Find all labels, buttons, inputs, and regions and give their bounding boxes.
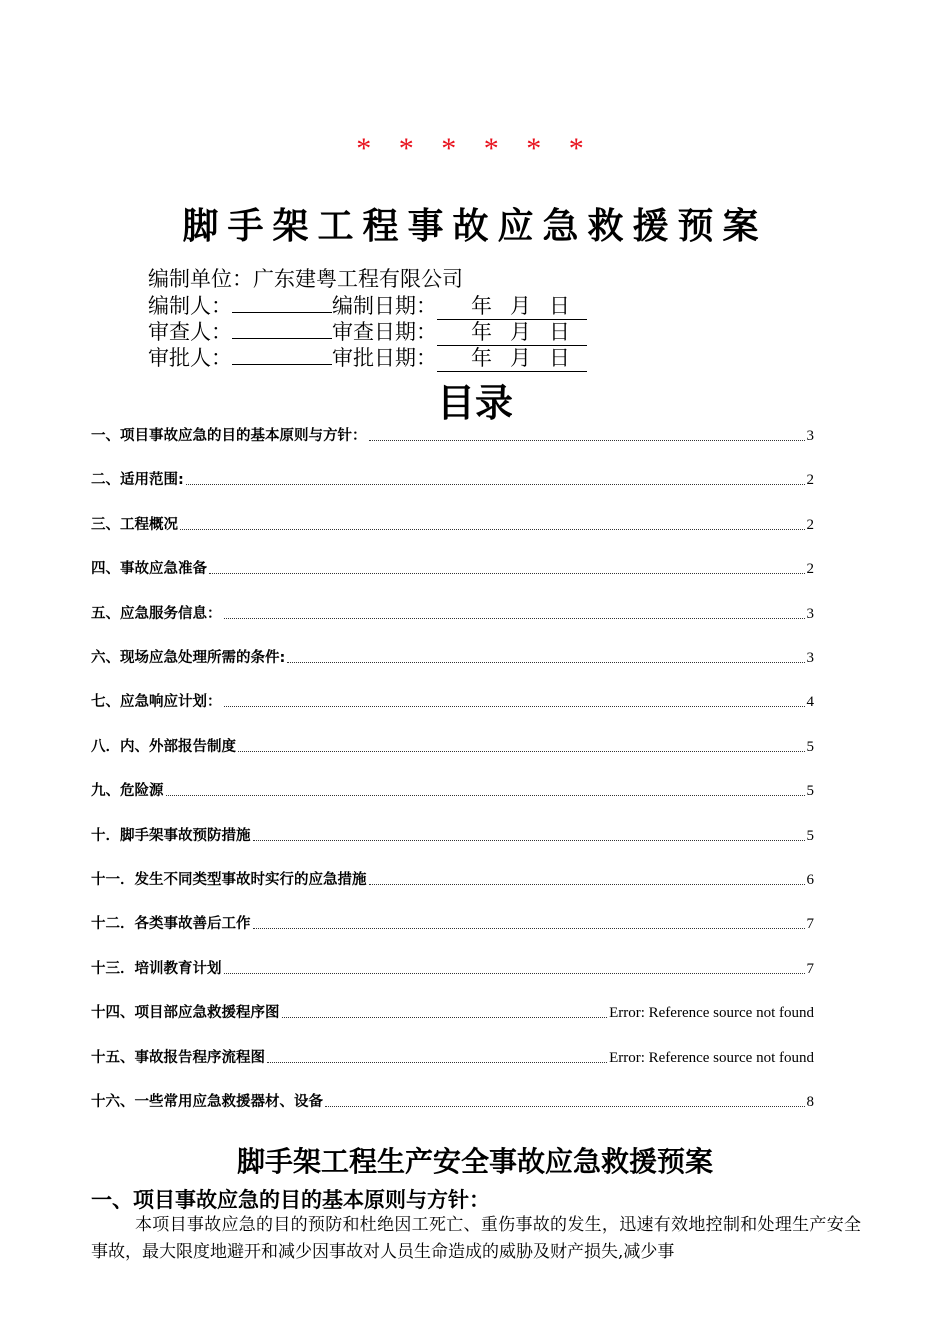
body-title: 脚手架工程生产安全事故应急救援预案 — [236, 1145, 713, 1178]
toc-leader-dots — [166, 794, 805, 796]
toc-entry[interactable] — [91, 511, 814, 535]
compiler-label: 编制人： — [148, 294, 232, 318]
toc-entry-page: 3 — [806, 428, 814, 444]
toc-leader-dots — [369, 439, 805, 441]
toc-entry-label: 五、应急服务信息： — [91, 605, 222, 622]
year-label: 年 — [471, 294, 492, 318]
toc-entry[interactable] — [91, 955, 814, 979]
toc-entry[interactable] — [91, 600, 814, 624]
day-label: 日 — [549, 294, 570, 318]
year-label: 年 — [471, 320, 492, 344]
toc-entry-page: 2 — [806, 561, 814, 578]
toc-entry-label: 三、工程概况 — [91, 516, 178, 533]
toc-entry-page: 7 — [806, 916, 814, 933]
toc-entry-page: Error: Reference source not found — [609, 1049, 814, 1066]
toc-entry-label: 六、现场应急处理所需的条件: — [91, 650, 286, 666]
toc-entry[interactable] — [91, 733, 814, 757]
compile-unit-value: 广东建粤工程有限公司 — [253, 267, 463, 291]
approve-date-blank — [437, 345, 587, 372]
toc-entry-label: 一、项目事故应急的目的基本原则与方针： — [91, 428, 367, 444]
toc-heading: 目录 — [436, 381, 513, 425]
toc-entry[interactable] — [91, 910, 814, 934]
compile-date-blank — [437, 293, 587, 320]
document-title: 脚手架工程事故应急救援预案 — [182, 206, 768, 247]
toc-entry-page: Error: Reference source not found — [609, 1005, 814, 1022]
toc-leader-dots — [186, 483, 805, 485]
toc-entry-label: 十二．各类事故善后工作 — [91, 916, 251, 933]
toc-entry[interactable] — [91, 1088, 814, 1112]
day-label: 日 — [549, 346, 570, 370]
compiler-line — [148, 292, 587, 320]
toc-entry-page: 2 — [806, 472, 814, 489]
toc-leader-dots — [224, 617, 805, 619]
toc-entry-label: 四、事故应急准备 — [91, 561, 207, 578]
approver-label: 审批人： — [148, 346, 232, 370]
toc-leader-dots — [282, 1016, 608, 1018]
month-label: 月 — [510, 294, 531, 318]
toc-entry-page: 8 — [806, 1094, 814, 1110]
toc-entry[interactable] — [91, 466, 814, 490]
day-label: 日 — [549, 320, 570, 344]
toc-entry-page: 7 — [806, 960, 814, 977]
toc-entry-label: 十六、一些常用应急救援器材、设备 — [91, 1094, 323, 1110]
review-date-label: 审查日期： — [332, 320, 437, 344]
toc-entry-label: 二、适用范围: — [91, 472, 184, 489]
toc-leader-dots — [325, 1105, 805, 1107]
toc-entry[interactable] — [91, 777, 814, 801]
month-label: 月 — [510, 346, 531, 370]
toc-leader-dots — [287, 661, 804, 663]
toc-leader-dots — [209, 572, 805, 574]
toc-entry-label: 十一．发生不同类型事故时实行的应急措施 — [91, 872, 367, 888]
reviewer-blank — [232, 318, 332, 339]
compile-unit-label: 编制单位： — [148, 267, 253, 291]
section-heading: 一、项目事故应急的目的基本原则与方针： — [91, 1188, 490, 1212]
toc-entry-page: 2 — [806, 516, 814, 533]
toc-entry-label: 七、应急响应计划： — [91, 694, 222, 711]
toc-entry-page: 3 — [806, 605, 814, 622]
compile-date-label: 编制日期： — [332, 294, 437, 318]
review-date-blank — [437, 319, 587, 346]
toc-entry-page: 4 — [806, 694, 814, 711]
toc-entry[interactable] — [91, 866, 814, 890]
toc-entry-label: 十四、项目部应急救援程序图 — [91, 1005, 280, 1022]
compile-unit-line — [148, 266, 463, 292]
approver-blank — [232, 344, 332, 365]
toc-leader-dots — [180, 528, 805, 530]
toc-entry[interactable] — [91, 822, 814, 846]
toc-entry[interactable] — [91, 688, 814, 712]
toc-entry-page: 5 — [806, 738, 814, 755]
toc-entry-page: 5 — [806, 827, 814, 844]
toc-leader-dots — [238, 750, 805, 752]
compiler-blank — [232, 292, 332, 313]
toc-leader-dots — [369, 883, 805, 885]
reviewer-line — [148, 318, 587, 346]
approve-date-label: 审批日期： — [332, 346, 437, 370]
toc-entry-label: 十三．培训教育计划 — [91, 960, 222, 977]
reviewer-label: 审查人： — [148, 320, 232, 344]
toc-entry-page: 5 — [806, 783, 814, 800]
toc-entry-page: 6 — [806, 872, 814, 888]
toc-entry[interactable] — [91, 555, 814, 579]
toc-leader-dots — [267, 1061, 607, 1063]
toc-entry-label: 八．内、外部报告制度 — [91, 738, 236, 755]
toc-leader-dots — [224, 705, 805, 707]
toc-entry-page: 3 — [806, 650, 814, 666]
decorative-stars: * * * * * * — [356, 132, 594, 165]
toc-entry[interactable] — [91, 422, 814, 446]
section-paragraph: 本项目事故应急的目的预防和杜绝因工死亡、重伤事故的发生，迅速有效地控制和处理生产安全事故，最大限度地避开和减少因事故对人员生命造成的威胁及财产损失,减少事 — [91, 1215, 861, 1262]
month-label: 月 — [510, 320, 531, 344]
toc-entry-label: 九、危险源 — [91, 783, 164, 800]
toc-entry-label: 十五、事故报告程序流程图 — [91, 1049, 265, 1066]
toc-entry-label: 十．脚手架事故预防措施 — [91, 827, 251, 844]
approver-line — [148, 344, 587, 372]
toc-entry[interactable] — [91, 999, 814, 1023]
toc-leader-dots — [253, 839, 805, 841]
toc-leader-dots — [253, 927, 805, 929]
year-label: 年 — [471, 346, 492, 370]
toc-entry[interactable] — [91, 1044, 814, 1068]
toc-leader-dots — [224, 972, 805, 974]
toc-entry[interactable] — [91, 644, 814, 668]
